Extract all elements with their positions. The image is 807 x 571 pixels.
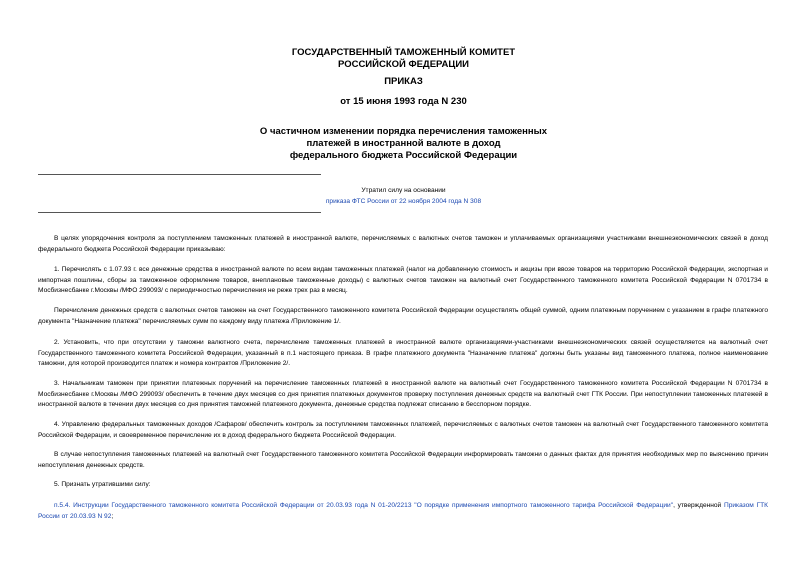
paragraph-repealed-list <box>38 501 768 522</box>
order-link[interactable]: Приказом ГТК России от 20.03.93 N 92 <box>38 502 768 520</box>
paragraph-item-2: 2. Установить, что при отсутствии у таможни валютного счета, перечисление таможенных платежей в иностранной валюте организациями-участниками внешнеэкономических связей осуществляется на валютный счет Государственного таможенного комитета Российской Федерации, указанный в п.1 настоящего приказа. В графе платежного документа "Назначение платежа" должны быть указаны вид таможенного платежа, полное наименование таможни, для которой производится платеж и номера контрактов /Приложение 2/. <box>38 339 768 368</box>
document-date-number: от 15 июня 1993 года N 230 <box>340 96 467 107</box>
title-line-1: О частичном изменении порядка перечисления таможенных <box>259 126 548 137</box>
repealed-end: ; <box>111 512 114 520</box>
paragraph-item-1: 1. Перечислять с 1.07.93 г. все денежные средства в иностранной валюте по всем видам таможенных платежей (налог на добавленную стоимость и акцизы при ввозе товаров на территорию Российской Федерации, экспортная и импортная пошлины, сборы за таможенное оформление товаров, внеплановые таможенные доходы) с валютных счетов таможен на валютный счет Государственного таможенного комитета Российской Федерации N 0701734 в Мосбизнесбанке г.Москвы /МФО 299093/ с периодичностью перечисления не реже трех раз в месяц. <box>38 266 768 295</box>
title-line-3: федерального бюджета Российской Федерации <box>289 150 518 161</box>
document-title <box>0 126 807 162</box>
status-note <box>0 185 807 207</box>
paragraph-item-5: 5. Признать утратившими силу: <box>54 481 151 488</box>
instruction-link[interactable]: п.5.4. Инструкции Государственного таможенного комитета Российской Федерации от 20.03.93 года N 01-20/2213 "О порядке применения импортного таможенного тарифа Российской Федерации" <box>54 502 674 509</box>
paragraph-item-4-notice: В случае непоступления таможенных платежей на валютный счет Государственного таможенного комитета Российской Федерации информировать таможни о данных фактах для принятия необходимых мер по выяснению причин непоступления денежных средств. <box>38 451 768 469</box>
title-line-2: платежей в иностранной валюте в доход <box>306 138 501 149</box>
org-line-1: ГОСУДАРСТВЕННЫЙ ТАМОЖЕННЫЙ КОМИТЕТ <box>291 47 516 58</box>
paragraph-item-3: 3. Начальникам таможен при принятии платежных поручений на перечисление таможенных платежей в иностранной валюте на валютный счет Государственного таможенного комитета Российской Федерации N 0701734 в Мосбизнесбанке г.Москвы /МФО 299093/ обеспечить в течение двух месяцев со дня принятия платежных документов проверку поступления денежных средств на валютный счет ГТК России. При непоступлении таможенных платежей в иностранной валюте в течении двух месяцев со дня принятия таможней платежного документа, денежные средства подлежат списанию в бесспорном порядке. <box>38 380 768 409</box>
divider-bottom <box>38 212 321 213</box>
document-type: ПРИКАЗ <box>384 76 423 87</box>
paragraph-item-4: 4. Управлению федеральных таможенных доходов /Сафаров/ обеспечить контроль за поступлением таможенных платежей, перечисляемых с валютных счетов таможен на валютный счет Государственного таможенного комитета Российской Федерации, и своевременное перечисление их в доход федерального бюджета Российской Федерации. <box>38 421 768 439</box>
paragraph-preamble: В целях упорядочения контроля за поступлением таможенных платежей в иностранной валюте, перечисляемых с валютных счетов таможен и уплачиваемых организациями участниками внешнеэкономических связей в доход федерального бюджета Российской Федерации приказываю: <box>38 235 768 253</box>
status-link[interactable]: приказа ФТС России от 22 ноября 2004 года N 308 <box>325 198 482 205</box>
repealed-text: , утвержденной <box>673 502 722 509</box>
org-line-2: РОССИЙСКОЙ ФЕДЕРАЦИИ <box>337 59 469 70</box>
paragraph-item-1-transfer: Перечисление денежных средств с валютных счетов таможен на счет Государственного таможенного комитета Российской Федерации осуществлять общей суммой, одним платежным поручением с указанием в графе платежного документа "Назначение платежа" перечисляемых сумм по каждому виду платежа /Приложение 1/. <box>38 307 768 325</box>
divider-top <box>38 174 321 175</box>
issuing-authority <box>0 47 807 71</box>
status-text: Утратил силу на основании <box>361 187 446 194</box>
